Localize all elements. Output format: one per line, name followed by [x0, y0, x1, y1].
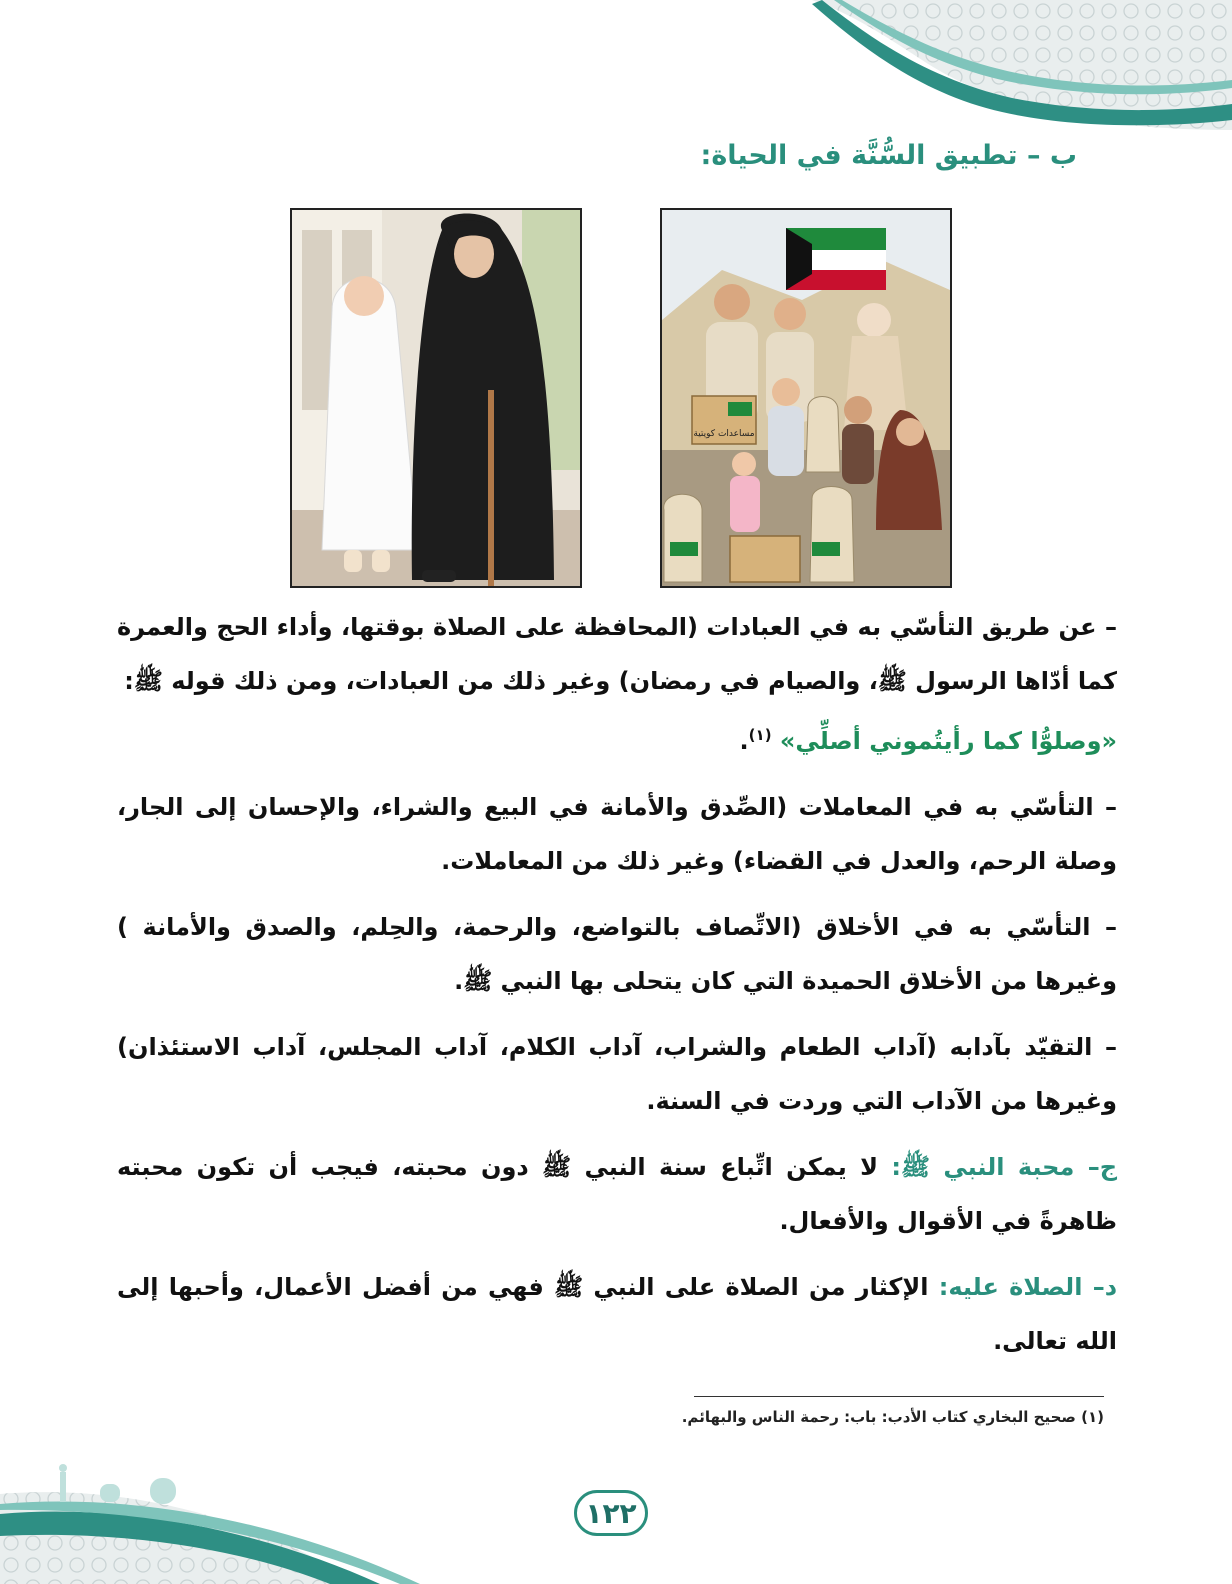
footnote-divider — [694, 1396, 1104, 1397]
top-corner-ornament — [812, 0, 1232, 130]
salat-label: د– الصلاة عليه: — [938, 1273, 1118, 1301]
girl-helping-elder-illustration — [292, 210, 580, 586]
paragraph-dealings: – التأسّي به في المعاملات (الصِّدق والأمانة في البيع والشراء، والإحسان إلى الجار، وصلة الرحم، والعدل في القضاء) وغير ذلك من المعاملات. — [117, 793, 1117, 875]
salat-text: الإكثار من الصلاة على النبي ﷺ فهي من أفضل الأعمال، وأحبها إلى الله تعالى. — [117, 1273, 1117, 1355]
love-prophet-label: ج– محبة النبي ﷺ: — [891, 1153, 1117, 1181]
aid-box-label: مساعدات كويتية — [693, 429, 755, 439]
footnote: (١) صحيح البخاري كتاب الأدب: باب: رحمة الناس والبهائم. — [681, 1408, 1104, 1426]
paragraph-manners: – التقيّد بآدابه (آداب الطعام والشراب، آداب الكلام، آداب المجلس، آداب الاستئذان) وغيرها من الآداب التي وردت في السنة. — [117, 1033, 1117, 1115]
paragraph-worship-text: – عن طريق التأسّي به في العبادات (المحافظة على الصلاة بوقتها، وأداء الحج والعمرة كما أدّاها الرسول ﷺ، والصيام في رمضان) وغير ذلك من العبادات، ومن ذلك قوله ﷺ: — [117, 613, 1117, 695]
section-title: ب – تطبيق السُّنَّة في الحياة: — [700, 140, 1077, 171]
girl-helping-elder-photo — [290, 208, 582, 588]
paragraph-worship — [117, 600, 1117, 768]
page-number: ١٢٢ — [574, 1490, 648, 1536]
love-prophet-text: لا يمكن اتِّباع سنة النبي ﷺ دون محبته، فيجب أن تكون محبته ظاهرةً في الأقوال والأفعال. — [117, 1153, 1117, 1235]
paragraph-salat — [117, 1260, 1117, 1368]
bottom-corner-ornament — [0, 1444, 460, 1584]
footnote-reference: (١) — [748, 726, 772, 744]
paragraph-love-prophet — [117, 1140, 1117, 1248]
paragraph-morals: – التأسّي به في الأخلاق (الاتِّصاف بالتواضع، والرحمة، والحِلم، والصدق والأمانة ) وغيرها من الأخلاق الحميدة التي كان يتحلى بها النبي ﷺ. — [117, 913, 1117, 995]
main-content — [117, 600, 1117, 1380]
aid-distribution-photo — [660, 208, 952, 588]
kuwait-flag — [786, 228, 886, 290]
aid-distribution-illustration — [662, 210, 950, 586]
hadith-quote: «وصلوُّا كما رأيتُموني أصلِّي» — [779, 727, 1117, 755]
quote-period: . — [739, 727, 749, 755]
